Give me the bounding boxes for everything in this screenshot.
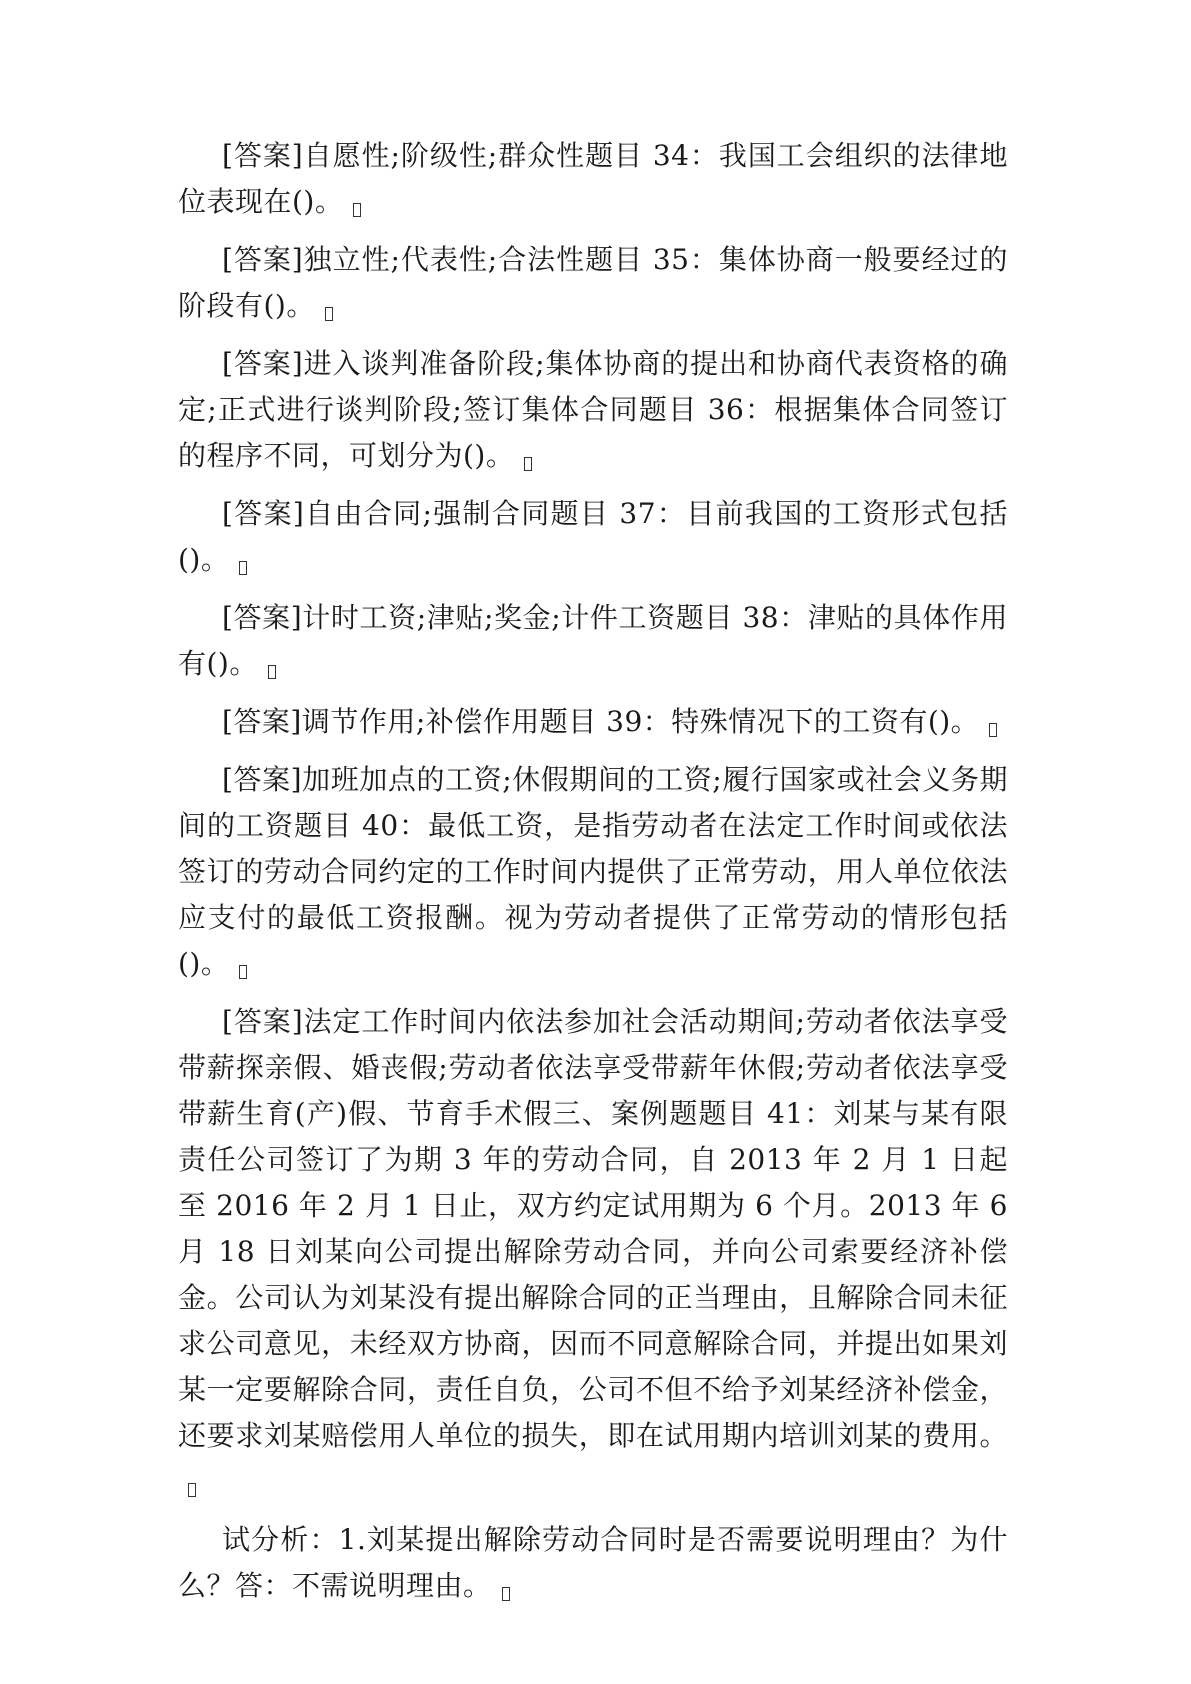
- paragraph-text: [答案]进入谈判准备阶段;集体协商的提出和协商代表资格的确定;正式进行谈判阶段;签订集体合同题目 36：根据集体合同签订的程序不同，可划分为()。: [178, 347, 1008, 472]
- paragraph-text: [答案]计时工资;津贴;奖金;计件工资题目 38：津贴的具体作用有()。: [178, 601, 1008, 680]
- paragraph-answer-39: [178, 699, 1008, 745]
- paragraph-answer-40: [178, 757, 1008, 987]
- paragraph-end-marker: [239, 965, 247, 979]
- paragraph-answer-38: [178, 595, 1008, 687]
- document-body: [178, 133, 1008, 1621]
- paragraph-end-marker: [502, 1587, 510, 1601]
- paragraph-answer-34: [178, 133, 1008, 225]
- paragraph-answer-36: [178, 341, 1008, 479]
- paragraph-answer-35: [178, 237, 1008, 329]
- paragraph-text: [答案]自愿性;阶级性;群众性题目 34：我国工会组织的法律地位表现在()。: [178, 139, 1008, 218]
- paragraph-end-marker: [325, 307, 333, 321]
- paragraph-text: [答案]法定工作时间内依法参加社会活动期间;劳动者依法享受带薪探亲假、婚丧假;劳动者依法享受带薪年休假;劳动者依法享受带薪生育(产)假、节育手术假三、案例题题目 41：刘某与某有限责任公司签订了为期 3 年的劳动合同，自 2013 年 2 月 1 日起至 2016 年 2 月 1 日止，双方约定试用期为 6 个月。2013 年 6 月 18 日刘某向公司提出解除劳动合同，并向公司索要经济补偿金。公司认为刘某没有提出解除合同的正当理由，且解除合同未征求公司意见，未经双方协商，因而不同意解除合同，并提出如果刘某一定要解除合同，责任自负，公司不但不给予刘某经济补偿金，还要求刘某赔偿用人单位的损失，即在试用期内培训刘某的费用。: [178, 1005, 1008, 1452]
- paragraph-text: 试分析：1.刘某提出解除劳动合同时是否需要说明理由？为什么？答：不需说明理由。: [178, 1523, 1008, 1602]
- paragraph-text: [答案]自由合同;强制合同题目 37：目前我国的工资形式包括()。: [178, 497, 1008, 576]
- paragraph-end-marker: [239, 561, 247, 575]
- paragraph-answer-37: [178, 491, 1008, 583]
- paragraph-case-41: [178, 999, 1008, 1505]
- paragraph-end-marker: [524, 457, 532, 471]
- paragraph-end-marker: [353, 203, 361, 217]
- paragraph-text: [答案]调节作用;补偿作用题目 39：特殊情况下的工资有()。: [222, 705, 980, 738]
- paragraph-end-marker: [989, 723, 997, 737]
- paragraph-end-marker: [268, 665, 276, 679]
- paragraph-text: [答案]独立性;代表性;合法性题目 35：集体协商一般要经过的阶段有()。: [178, 243, 1008, 322]
- paragraph-end-marker: [188, 1483, 196, 1497]
- paragraph-text: [答案]加班加点的工资;休假期间的工资;履行国家或社会义务期间的工资题目 40：最低工资，是指劳动者在法定工作时间或依法签订的劳动合同约定的工作时间内提供了正常劳动，用人单位依法应支付的最低工资报酬。视为劳动者提供了正常劳动的情形包括()。: [178, 763, 1008, 980]
- paragraph-analysis: [178, 1517, 1008, 1609]
